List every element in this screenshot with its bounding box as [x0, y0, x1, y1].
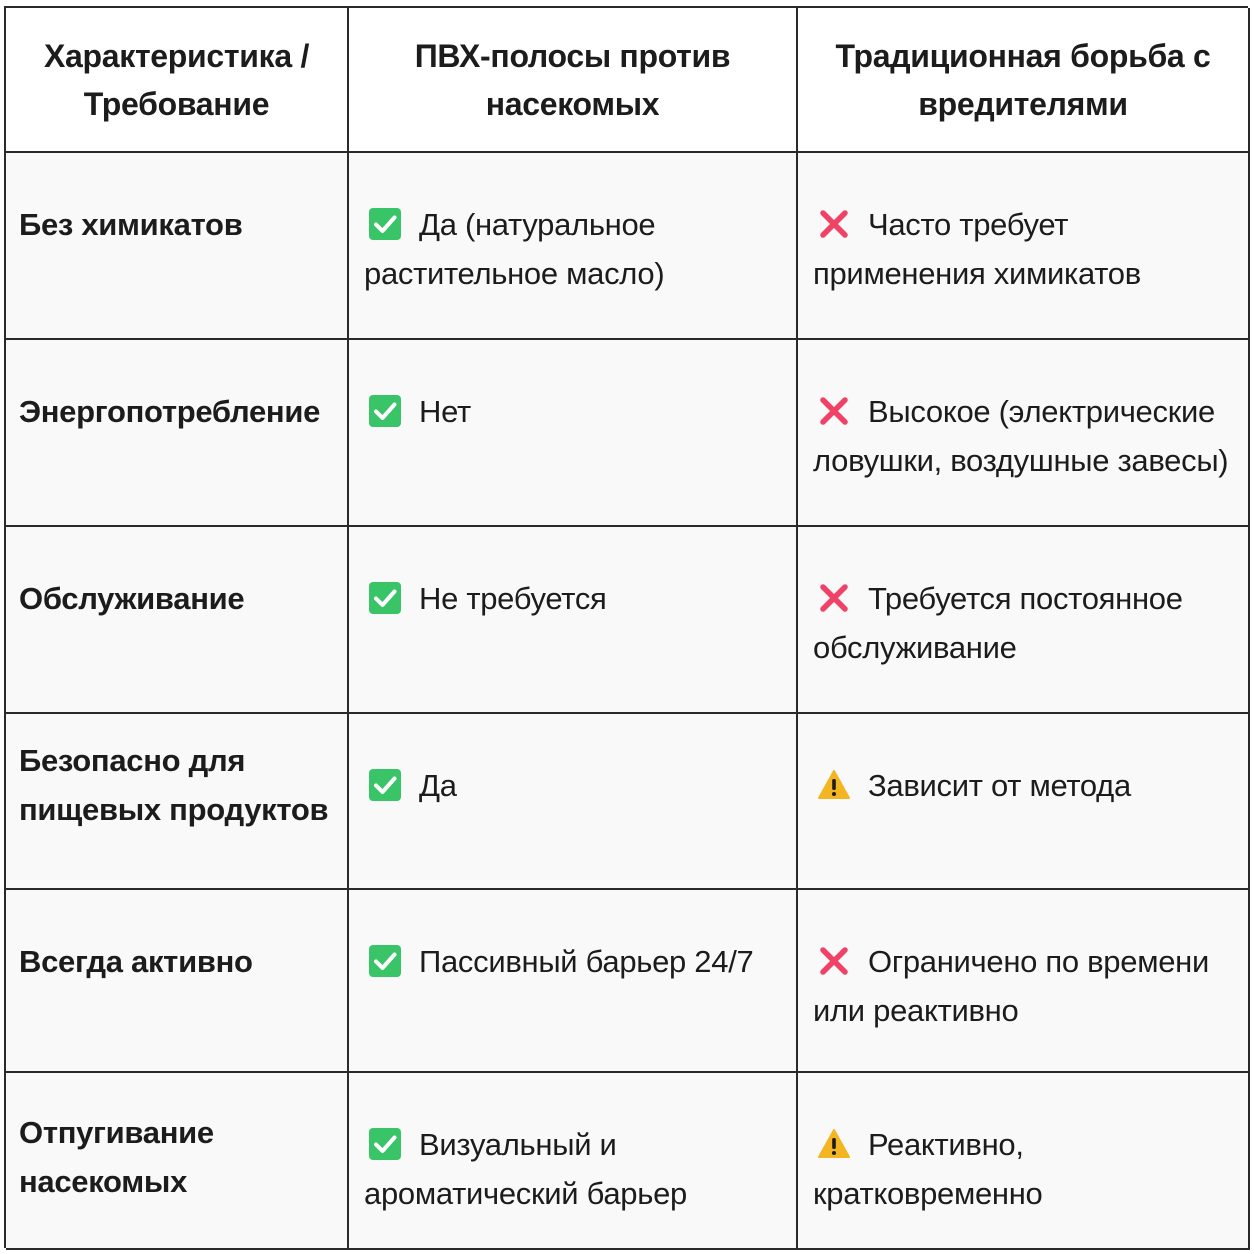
- check-icon: [369, 1128, 401, 1160]
- row-feature: Без химикатов: [6, 153, 349, 340]
- pvc-cell-text: Визуальный и ароматический барьер: [364, 1127, 687, 1211]
- warning-icon: [818, 769, 850, 801]
- traditional-cell: [798, 340, 1250, 527]
- pvc-cell: [349, 340, 798, 527]
- row-feature: [6, 1073, 349, 1250]
- row-feature: Энергопотребление: [6, 340, 349, 527]
- pvc-cell-text: Да: [419, 768, 457, 803]
- header-traditional-label: Традиционная борьба с вредителями: [835, 37, 1211, 122]
- traditional-cell: [798, 1073, 1250, 1250]
- cross-icon: [818, 208, 850, 240]
- row-feature: Обслуживание: [6, 527, 349, 714]
- comparison-table: [4, 6, 1248, 1248]
- traditional-cell: [798, 714, 1250, 890]
- header-pvc-label: ПВХ-полосы против насекомых: [414, 37, 731, 122]
- traditional-cell: [798, 890, 1250, 1073]
- cross-icon: [818, 395, 850, 427]
- pvc-cell-text: Пассивный барьер 24/7: [419, 944, 754, 979]
- cross-icon: [818, 945, 850, 977]
- pvc-cell-text: Не требуется: [419, 581, 607, 616]
- check-icon: [369, 582, 401, 614]
- check-icon: [369, 395, 401, 427]
- traditional-cell: [798, 527, 1250, 714]
- pvc-cell: [349, 1073, 798, 1250]
- cross-icon: [818, 582, 850, 614]
- header-feature-label: Характеристика / Требование: [43, 37, 310, 122]
- pvc-cell: [349, 714, 798, 890]
- pvc-cell: [349, 527, 798, 714]
- row-feature: [6, 714, 349, 890]
- header-pvc-strips: [349, 8, 798, 153]
- traditional-cell-text: Требуется постоянное обслуживание: [813, 581, 1183, 665]
- traditional-cell-text: Реактивно, кратковременно: [813, 1127, 1043, 1211]
- row-feature: Всегда активно: [6, 890, 349, 1073]
- traditional-cell-text: Ограничено по времени или реактивно: [813, 944, 1209, 1028]
- pvc-cell-text: Да (натуральное растительное масло): [364, 207, 665, 291]
- traditional-cell-text: Часто требует применения химикатов: [813, 207, 1141, 291]
- traditional-cell: [798, 153, 1250, 340]
- header-feature: [6, 8, 349, 153]
- check-icon: [369, 769, 401, 801]
- pvc-cell: [349, 890, 798, 1073]
- pvc-cell-text: Нет: [419, 394, 471, 429]
- pvc-cell: [349, 153, 798, 340]
- check-icon: [369, 208, 401, 240]
- traditional-cell-text: Зависит от метода: [868, 768, 1131, 803]
- warning-icon: [818, 1128, 850, 1160]
- check-icon: [369, 945, 401, 977]
- row-feature-label: Безопасно для пищевых продуктов: [19, 743, 329, 827]
- traditional-cell-text: Высокое (электрические ловушки, воздушные завесы): [813, 394, 1229, 478]
- row-feature-label: Отпугивание насекомых: [19, 1115, 214, 1199]
- header-traditional: [798, 8, 1250, 153]
